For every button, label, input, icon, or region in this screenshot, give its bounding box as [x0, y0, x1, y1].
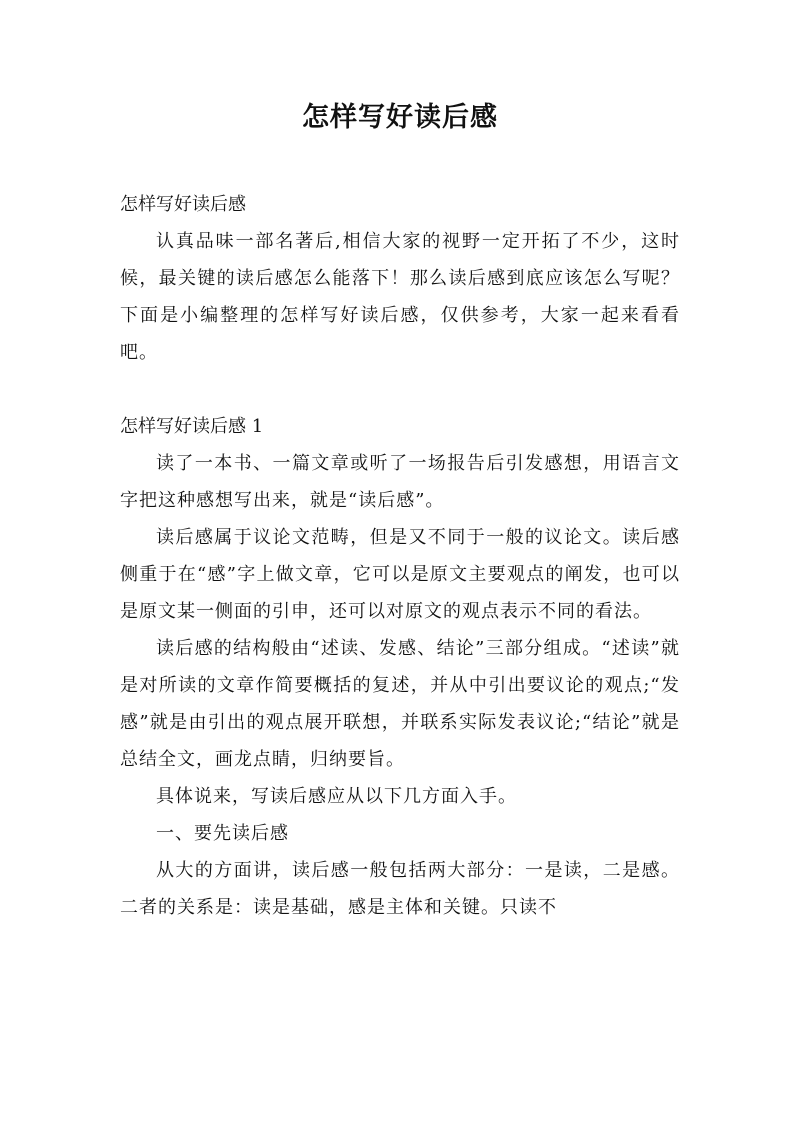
section-spacer [120, 371, 680, 408]
section1-heading: 怎样写好读后感 1 [120, 416, 264, 437]
section1-paragraph-1: 读了一本书、一篇文章或听了一场报告后引发感想，用语言文字把这种感想写出来，就是“读后感”。 [120, 453, 680, 511]
section1-paragraph-3: 读后感的结构般由“述读、发感、结论”三部分组成。“述读”就是对所读的文章作简要概括的复述，并从中引出要议论的观点;“发感”就是由引出的观点展开联想，并联系实际发表议论;“结论”就是总结全文，画龙点睛，归纳要旨。 [120, 638, 680, 770]
intro-paragraph: 认真品味一部名著后,相信大家的视野一定开拓了不少，这时候，最关键的读后感怎么能落下！那么读后感到底应该怎么写呢？下面是小编整理的怎样写好读后感，仅供参考，大家一起来看看吧。 [120, 231, 680, 363]
section1-subheading-1: 一、要先读后感 [156, 823, 289, 844]
intro-heading: 怎样写好读后感 [120, 194, 246, 215]
section1-paragraph-5: 从大的方面讲，读后感一般包括两大部分：一是读，二是感。二者的关系是：读是基础，感是主体和关键。只读不 [120, 860, 680, 918]
section1-paragraph-2: 读后感属于议论文范畴，但是又不同于一般的议论文。读后感侧重于在“感”字上做文章，它可以是原文主要观点的阐发，也可以是原文某一侧面的引申，还可以对原文的观点表示不同的看法。 [120, 527, 680, 622]
document-title: 怎样写好读后感 [302, 102, 498, 133]
section1-paragraph-4: 具体说来，写读后感应从以下几方面入手。 [156, 786, 517, 807]
